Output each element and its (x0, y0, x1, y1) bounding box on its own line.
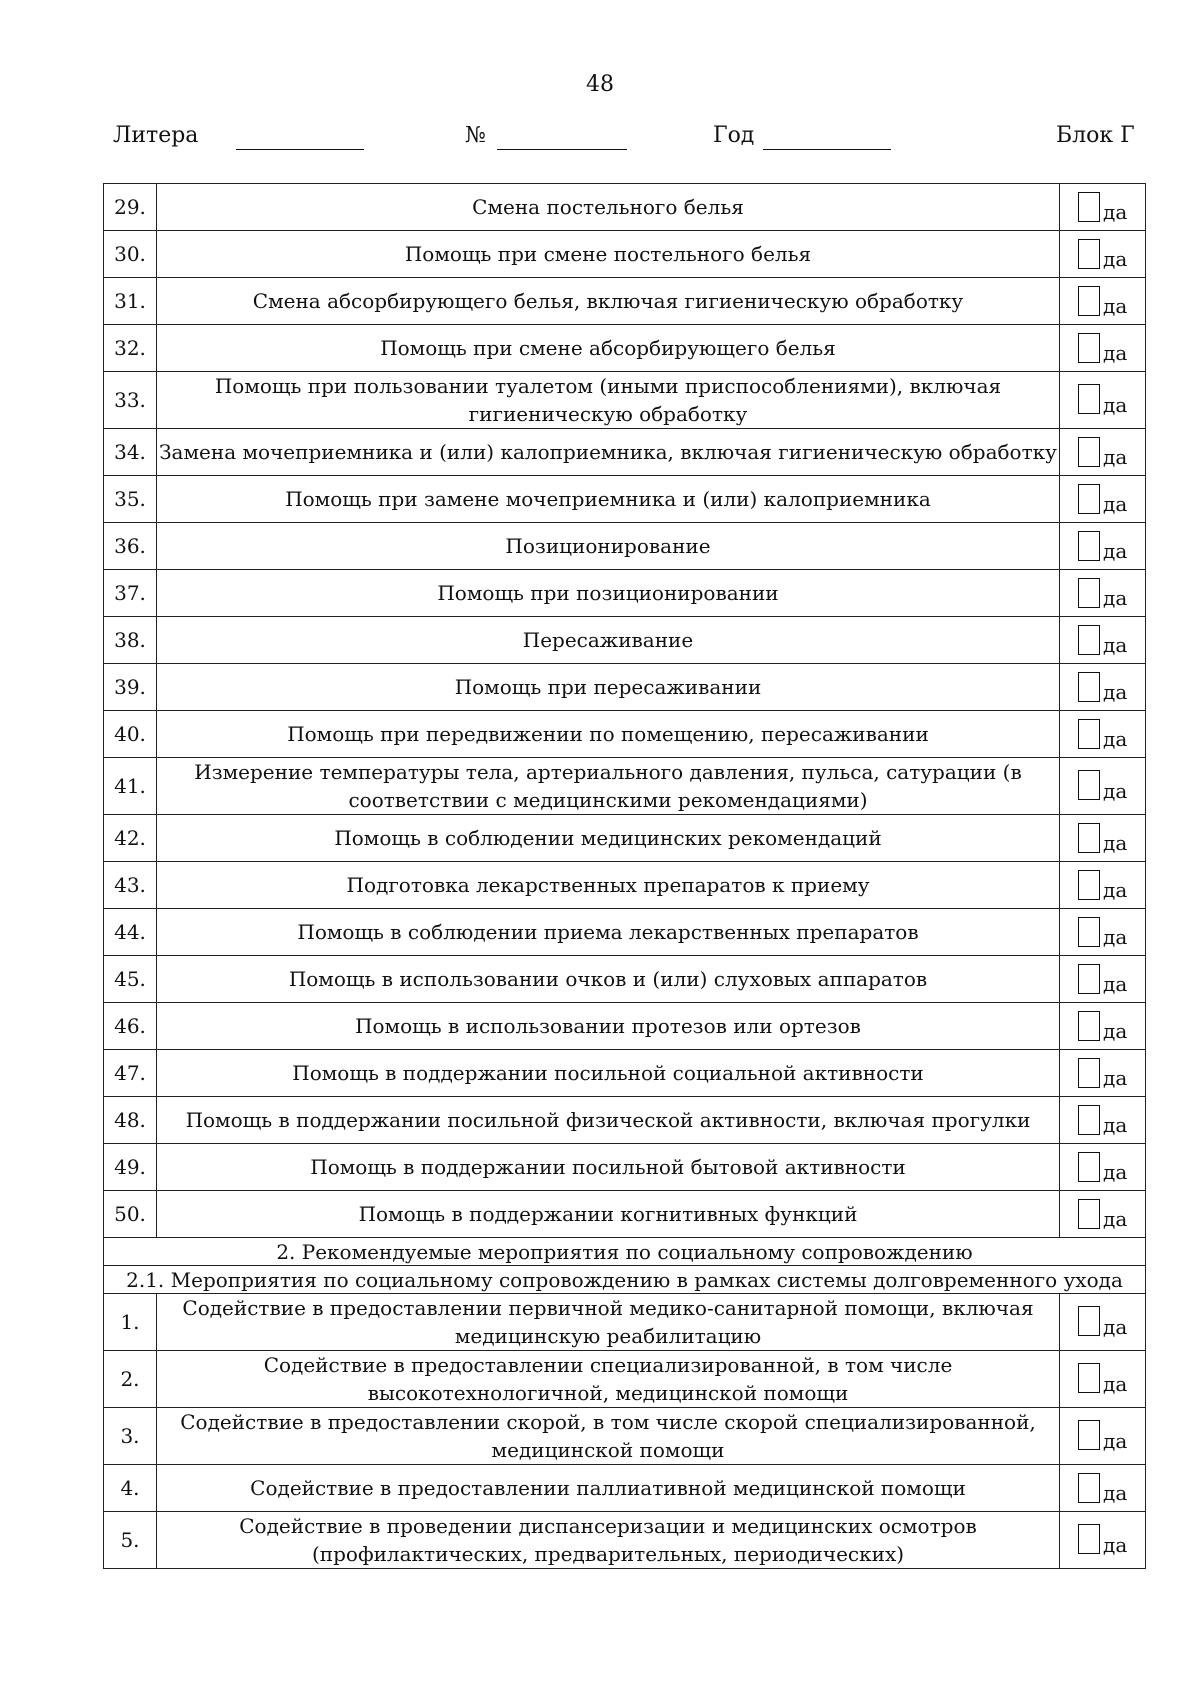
yes-label: да (1103, 878, 1128, 902)
checkbox-cell (1060, 711, 1146, 758)
yes-label: да (1103, 200, 1128, 224)
row-number: 36. (104, 523, 157, 570)
table-row-30 (104, 231, 1146, 278)
row-number: 43. (104, 862, 157, 909)
checkbox-cell (1060, 815, 1146, 862)
row-number: 29. (104, 184, 157, 231)
table-row-35 (104, 476, 1146, 523)
checkbox-cell (1060, 570, 1146, 617)
yes-checkbox[interactable] (1078, 1199, 1100, 1229)
yes-checkbox[interactable] (1078, 239, 1100, 269)
checkbox-cell (1060, 476, 1146, 523)
section-2-row (104, 1238, 1146, 1266)
yes-checkbox[interactable] (1078, 192, 1100, 222)
checkbox-cell (1060, 1003, 1146, 1050)
checkbox-cell (1060, 1465, 1146, 1512)
row-number: 40. (104, 711, 157, 758)
page-number: 48 (586, 72, 614, 97)
yes-label: да (1103, 1207, 1128, 1231)
table-row-38 (104, 617, 1146, 664)
checkbox-cell (1060, 1191, 1146, 1238)
checkbox-cell (1060, 278, 1146, 325)
number-label: № (465, 123, 486, 148)
yes-label: да (1103, 633, 1128, 657)
yes-checkbox[interactable] (1078, 484, 1100, 514)
yes-checkbox[interactable] (1078, 1011, 1100, 1041)
services-table (103, 183, 1146, 1569)
row-number: 42. (104, 815, 157, 862)
section-2-title: 2. Рекомендуемые мероприятия по социальному сопровождению (104, 1238, 1146, 1266)
yes-label: да (1103, 1372, 1128, 1396)
row-description: Помощь в поддержании посильной физической активности, включая прогулки (157, 1097, 1060, 1144)
checkbox-cell (1060, 184, 1146, 231)
checkbox-cell (1060, 1351, 1146, 1408)
yes-checkbox[interactable] (1078, 770, 1100, 800)
row-number: 49. (104, 1144, 157, 1191)
row-description: Помощь в использовании протезов или ортезов (157, 1003, 1060, 1050)
yes-checkbox[interactable] (1078, 1363, 1100, 1393)
row-number: 1. (104, 1294, 157, 1351)
year-field[interactable] (763, 149, 891, 150)
number-field[interactable] (497, 149, 627, 150)
litera-label: Литера (113, 123, 199, 148)
checkbox-cell (1060, 429, 1146, 476)
block-label: Блок Г (1056, 123, 1135, 148)
yes-checkbox[interactable] (1078, 531, 1100, 561)
table-row-48 (104, 1097, 1146, 1144)
yes-checkbox[interactable] (1078, 625, 1100, 655)
yes-label: да (1103, 492, 1128, 516)
yes-label: да (1103, 445, 1128, 469)
row-description: Помощь в поддержании посильной бытовой активности (157, 1144, 1060, 1191)
yes-label: да (1103, 1160, 1128, 1184)
row-description: Помощь при пользовании туалетом (иными приспособлениями), включая гигиеническую обработку (157, 372, 1060, 429)
row-number: 41. (104, 758, 157, 815)
row-number: 44. (104, 909, 157, 956)
yes-checkbox[interactable] (1078, 1105, 1100, 1135)
row-description: Помощь в соблюдении приема лекарственных препаратов (157, 909, 1060, 956)
yes-checkbox[interactable] (1078, 1473, 1100, 1503)
checkbox-cell (1060, 909, 1146, 956)
checkbox-cell (1060, 372, 1146, 429)
table-row-31 (104, 278, 1146, 325)
row-description: Помощь при позиционировании (157, 570, 1060, 617)
table-row-39 (104, 664, 1146, 711)
table-row-36 (104, 523, 1146, 570)
row-description: Пересаживание (157, 617, 1060, 664)
row-number: 35. (104, 476, 157, 523)
yes-checkbox[interactable] (1078, 333, 1100, 363)
yes-label: да (1103, 1315, 1128, 1339)
row-description: Помощь при пересаживании (157, 664, 1060, 711)
table-row-46 (104, 1003, 1146, 1050)
row-number: 32. (104, 325, 157, 372)
row-description: Подготовка лекарственных препаратов к приему (157, 862, 1060, 909)
year-label: Год (713, 123, 755, 148)
yes-checkbox[interactable] (1078, 1420, 1100, 1450)
yes-checkbox[interactable] (1078, 1306, 1100, 1336)
row-description: Помощь при замене мочеприемника и (или) калоприемника (157, 476, 1060, 523)
yes-label: да (1103, 831, 1128, 855)
yes-label: да (1103, 539, 1128, 563)
row-description: Позиционирование (157, 523, 1060, 570)
checkbox-cell (1060, 231, 1146, 278)
yes-label: да (1103, 925, 1128, 949)
table-row-s2 (104, 1351, 1146, 1408)
row-description: Смена абсорбирующего белья, включая гигиеническую обработку (157, 278, 1060, 325)
table-row-45 (104, 956, 1146, 1003)
table-row-s3 (104, 1408, 1146, 1465)
checkbox-cell (1060, 617, 1146, 664)
row-description: Содействие в проведении диспансеризации и медицинских осмотров (профилактических, предварительных, периодических) (157, 1512, 1060, 1569)
yes-label: да (1103, 393, 1128, 417)
row-description: Помощь при смене абсорбирующего белья (157, 325, 1060, 372)
yes-label: да (1103, 1429, 1128, 1453)
row-number: 38. (104, 617, 157, 664)
services-table-body (104, 184, 1146, 1569)
table-row-33 (104, 372, 1146, 429)
checkbox-cell (1060, 1097, 1146, 1144)
row-description: Содействие в предоставлении первичной медико-санитарной помощи, включая медицинскую реабилитацию (157, 1294, 1060, 1351)
yes-checkbox[interactable] (1078, 1058, 1100, 1088)
yes-label: да (1103, 1533, 1128, 1557)
checkbox-cell (1060, 1408, 1146, 1465)
row-description: Замена мочеприемника и (или) калоприемника, включая гигиеническую обработку (157, 429, 1060, 476)
table-row-42 (104, 815, 1146, 862)
row-description: Помощь при передвижении по помещению, пересаживании (157, 711, 1060, 758)
row-description: Помощь в использовании очков и (или) слуховых аппаратов (157, 956, 1060, 1003)
yes-checkbox[interactable] (1078, 1152, 1100, 1182)
checkbox-cell (1060, 1050, 1146, 1097)
row-number: 33. (104, 372, 157, 429)
yes-label: да (1103, 779, 1128, 803)
checkbox-cell (1060, 1512, 1146, 1569)
yes-label: да (1103, 294, 1128, 318)
yes-label: да (1103, 972, 1128, 996)
yes-checkbox[interactable] (1078, 964, 1100, 994)
row-number: 48. (104, 1097, 157, 1144)
row-description: Содействие в предоставлении специализированной, в том числе высокотехнологичной, медицинской помощи (157, 1351, 1060, 1408)
yes-checkbox[interactable] (1078, 917, 1100, 947)
row-number: 31. (104, 278, 157, 325)
yes-label: да (1103, 341, 1128, 365)
table-row-s4 (104, 1465, 1146, 1512)
table-row-47 (104, 1050, 1146, 1097)
row-number: 2. (104, 1351, 157, 1408)
row-number: 3. (104, 1408, 157, 1465)
row-number: 30. (104, 231, 157, 278)
yes-checkbox[interactable] (1078, 672, 1100, 702)
table-row-50 (104, 1191, 1146, 1238)
table-row-43 (104, 862, 1146, 909)
table-row-29 (104, 184, 1146, 231)
yes-label: да (1103, 586, 1128, 610)
yes-label: да (1103, 1481, 1128, 1505)
checkbox-cell (1060, 1144, 1146, 1191)
checkbox-cell (1060, 664, 1146, 711)
yes-checkbox[interactable] (1078, 1524, 1100, 1554)
yes-label: да (1103, 247, 1128, 271)
row-number: 5. (104, 1512, 157, 1569)
checkbox-cell (1060, 325, 1146, 372)
row-description: Помощь в соблюдении медицинских рекомендаций (157, 815, 1060, 862)
row-number: 34. (104, 429, 157, 476)
table-row-37 (104, 570, 1146, 617)
row-description: Содействие в предоставлении скорой, в том числе скорой специализированной, медицинской помощи (157, 1408, 1060, 1465)
form-header (113, 123, 1140, 153)
yes-checkbox[interactable] (1078, 823, 1100, 853)
row-number: 39. (104, 664, 157, 711)
yes-label: да (1103, 727, 1128, 751)
checkbox-cell (1060, 758, 1146, 815)
yes-checkbox[interactable] (1078, 578, 1100, 608)
yes-checkbox[interactable] (1078, 870, 1100, 900)
row-description: Помощь в поддержании посильной социальной активности (157, 1050, 1060, 1097)
litera-field[interactable] (236, 149, 364, 150)
yes-checkbox[interactable] (1078, 286, 1100, 316)
row-number: 50. (104, 1191, 157, 1238)
checkbox-cell (1060, 1294, 1146, 1351)
yes-label: да (1103, 680, 1128, 704)
yes-checkbox[interactable] (1078, 719, 1100, 749)
row-description: Помощь в поддержании когнитивных функций (157, 1191, 1060, 1238)
row-number: 45. (104, 956, 157, 1003)
row-description: Смена постельного белья (157, 184, 1060, 231)
yes-checkbox[interactable] (1078, 384, 1100, 414)
section-2-1-row (104, 1266, 1146, 1294)
table-row-49 (104, 1144, 1146, 1191)
row-description: Измерение температуры тела, артериального давления, пульса, сатурации (в соответствии с медицинскими рекомендациями) (157, 758, 1060, 815)
checkbox-cell (1060, 523, 1146, 570)
yes-label: да (1103, 1113, 1128, 1137)
table-row-s5 (104, 1512, 1146, 1569)
row-description: Содействие в предоставлении паллиативной медицинской помощи (157, 1465, 1060, 1512)
yes-checkbox[interactable] (1078, 437, 1100, 467)
table-row-40 (104, 711, 1146, 758)
yes-label: да (1103, 1066, 1128, 1090)
checkbox-cell (1060, 862, 1146, 909)
row-number: 47. (104, 1050, 157, 1097)
row-number: 46. (104, 1003, 157, 1050)
table-row-34 (104, 429, 1146, 476)
row-description: Помощь при смене постельного белья (157, 231, 1060, 278)
checkbox-cell (1060, 956, 1146, 1003)
section-2-1-title: 2.1. Мероприятия по социальному сопровождению в рамках системы долговременного ухода (104, 1266, 1146, 1294)
row-number: 37. (104, 570, 157, 617)
table-row-32 (104, 325, 1146, 372)
row-number: 4. (104, 1465, 157, 1512)
yes-label: да (1103, 1019, 1128, 1043)
table-row-44 (104, 909, 1146, 956)
table-row-41 (104, 758, 1146, 815)
table-row-s1 (104, 1294, 1146, 1351)
